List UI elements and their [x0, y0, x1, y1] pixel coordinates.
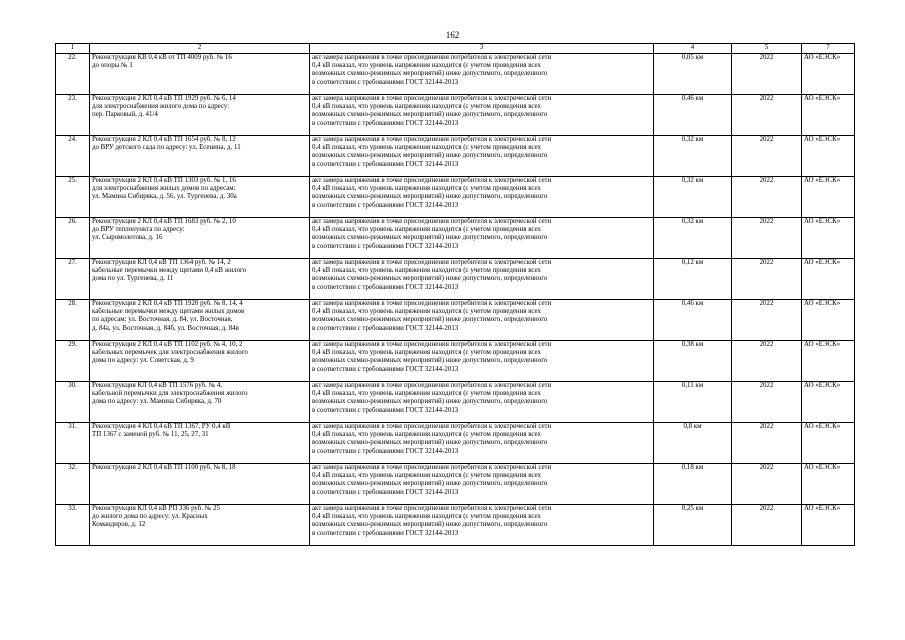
basis-cell	[310, 259, 654, 300]
basis-line: в соответствии с требованиями ГОСТ 32144-2013	[312, 488, 459, 496]
basis-line: в соответствии с требованиями ГОСТ 32144-2013	[312, 242, 459, 250]
year-cell	[732, 505, 802, 546]
basis-line: в соответствии с требованиями ГОСТ 32144-2013	[312, 406, 459, 414]
table-row	[56, 177, 855, 218]
length-value: 0,25 км	[681, 505, 704, 512]
row-number-cell	[56, 505, 90, 546]
basis-line: 0,4 кВ показал, что уровень напряжения находится (с учетом проведения всех	[312, 103, 541, 111]
basis-line: акт замера напряжения в точке присоединения потребителя к электрической сети	[312, 136, 552, 143]
basis-line: в соответствии с требованиями ГОСТ 32144-2013	[312, 324, 459, 332]
basis-line: 0,4 кВ показал, что уровень напряжения находится (с учетом проведения всех	[312, 431, 541, 439]
basis-line: акт замера напряжения в точке присоединения потребителя к электрической сети	[312, 423, 552, 430]
length-value: 0,12 км	[681, 259, 704, 266]
row-number: 22.	[68, 54, 77, 61]
length-value: 0,32 км	[681, 136, 704, 143]
length-cell	[654, 464, 732, 505]
project-title-cell	[90, 218, 310, 259]
table-row	[56, 95, 855, 136]
basis-line: 0,4 кВ показал, что уровень напряжения находится (с учетом проведения всех	[312, 144, 541, 152]
year-value: 2022	[759, 423, 774, 430]
project-title-line: ул. Мамина Сибиряка, д. 56, ул. Тургенева, д. 30а	[92, 193, 237, 201]
basis-line: возможных схемно-режимных мероприятий) ниже допустимого, определенного	[312, 480, 548, 488]
table-row	[56, 259, 855, 300]
organization-cell	[802, 505, 855, 546]
basis-line: возможных схемно-режимных мероприятий) ниже допустимого, определенного	[312, 521, 548, 529]
year-cell	[732, 95, 802, 136]
project-title-line: до жилого дома по адресу: ул. Красных	[92, 513, 208, 521]
basis-cell	[310, 300, 654, 341]
basis-line: 0,4 кВ показал, что уровень напряжения находится (с учетом проведения всех	[312, 226, 541, 234]
basis-cell	[310, 341, 654, 382]
table-row	[56, 505, 855, 546]
basis-line: 0,4 кВ показал, что уровень напряжения находится (с учетом проведения всех	[312, 185, 541, 193]
length-cell	[654, 382, 732, 423]
project-title-line: Реконструкция КЛ 0,4 кВ ТП 1576 руб. № 4,	[92, 382, 223, 389]
organization-value: АО «ЕЭСК»	[804, 423, 841, 430]
table-row	[56, 341, 855, 382]
basis-line: возможных схемно-режимных мероприятий) ниже допустимого, определенного	[312, 234, 548, 242]
organization-cell	[802, 464, 855, 505]
basis-line: акт замера напряжения в точке присоединения потребителя к электрической сети	[312, 54, 552, 61]
basis-line: 0,4 кВ показал, что уровень напряжения находится (с учетом проведения всех	[312, 308, 541, 316]
basis-line: возможных схемно-режимных мероприятий) ниже допустимого, определенного	[312, 357, 548, 365]
header-col-2: 2	[90, 44, 310, 54]
basis-cell	[310, 464, 654, 505]
project-title-line: Реконструкция 2 КЛ 0,4 кВ ТП 1920 руб. № 8, 14, 4	[92, 300, 243, 307]
basis-cell	[310, 218, 654, 259]
basis-line: в соответствии с требованиями ГОСТ 32144-2013	[312, 119, 459, 127]
year-cell	[732, 341, 802, 382]
row-number: 30.	[68, 382, 77, 389]
year-value: 2022	[759, 136, 774, 143]
year-cell	[732, 177, 802, 218]
organization-value: АО «ЕЭСК»	[804, 218, 841, 225]
table-row	[56, 464, 855, 505]
year-cell	[732, 464, 802, 505]
header-col-4: 4	[654, 44, 732, 54]
organization-cell	[802, 382, 855, 423]
table-row	[56, 54, 855, 95]
basis-line: 0,4 кВ показал, что уровень напряжения находится (с учетом проведения всех	[312, 472, 541, 480]
row-number-cell	[56, 95, 90, 136]
page-number: 162	[445, 30, 460, 40]
basis-line: в соответствии с требованиями ГОСТ 32144-2013	[312, 283, 459, 291]
basis-line: акт замера напряжения в точке присоединения потребителя к электрической сети	[312, 300, 552, 307]
length-cell	[654, 423, 732, 464]
header-col-5: 5	[732, 44, 802, 54]
project-title-line: для электроснабжения жилых домов по адресам:	[92, 185, 236, 193]
organization-value: АО «ЕЭСК»	[804, 300, 841, 307]
project-title-line: Реконструкция 2 КЛ 0,4 кВ ТП 1100 руб. № 8, 18	[92, 464, 236, 471]
project-title-cell	[90, 341, 310, 382]
basis-cell	[310, 505, 654, 546]
project-title-line: кабельных перемычек для электроснабжения жилого	[92, 349, 248, 357]
row-number-cell	[56, 54, 90, 95]
project-title-cell	[90, 136, 310, 177]
organization-cell	[802, 95, 855, 136]
length-value: 0,05 км	[681, 54, 704, 61]
project-title-line: Реконструкция 2 КЛ 0,4 кВ ТП 1303 руб. № 1, 16	[92, 177, 236, 184]
length-cell	[654, 95, 732, 136]
basis-line: возможных схемно-режимных мероприятий) ниже допустимого, определенного	[312, 398, 548, 406]
length-cell	[654, 259, 732, 300]
length-cell	[654, 218, 732, 259]
project-title-cell	[90, 464, 310, 505]
year-value: 2022	[759, 95, 774, 102]
length-value: 0,46 км	[681, 300, 704, 307]
basis-line: акт замера напряжения в точке присоединения потребителя к электрической сети	[312, 341, 552, 348]
project-title-cell	[90, 95, 310, 136]
table-body	[56, 54, 855, 546]
year-cell	[732, 259, 802, 300]
year-value: 2022	[759, 341, 774, 348]
project-title-line: кабельные перемычки между щитами жилых домов	[92, 308, 245, 316]
basis-line: возможных схемно-режимных мероприятий) ниже допустимого, определенного	[312, 439, 548, 447]
basis-line: возможных схемно-режимных мероприятий) ниже допустимого, определенного	[312, 275, 548, 283]
row-number-cell	[56, 300, 90, 341]
projects-table	[55, 43, 855, 546]
year-value: 2022	[759, 218, 774, 225]
organization-cell	[802, 300, 855, 341]
year-value: 2022	[759, 259, 774, 266]
basis-line: возможных схемно-режимных мероприятий) ниже допустимого, определенного	[312, 193, 548, 201]
row-number: 31.	[68, 423, 77, 430]
length-value: 0,32 км	[681, 177, 704, 184]
row-number: 23.	[68, 95, 77, 102]
row-number-cell	[56, 464, 90, 505]
organization-cell	[802, 259, 855, 300]
organization-value: АО «ЕЭСК»	[804, 54, 841, 61]
basis-cell	[310, 54, 654, 95]
project-title-cell	[90, 177, 310, 218]
organization-value: АО «ЕЭСК»	[804, 177, 841, 184]
row-number: 33.	[68, 505, 77, 512]
basis-cell	[310, 136, 654, 177]
basis-line: в соответствии с требованиями ГОСТ 32144-2013	[312, 529, 459, 537]
basis-line: в соответствии с требованиями ГОСТ 32144-2013	[312, 365, 459, 373]
basis-line: возможных схемно-режимных мероприятий) ниже допустимого, определенного	[312, 111, 548, 119]
header-row	[56, 44, 855, 54]
table-row	[56, 300, 855, 341]
length-value: 0,38 км	[681, 341, 704, 348]
project-title-line: по адресам: ул. Восточная, д. 84, ул. Восточная,	[92, 316, 233, 324]
length-cell	[654, 54, 732, 95]
basis-line: возможных схемно-режимных мероприятий) ниже допустимого, определенного	[312, 70, 548, 78]
basis-line: 0,4 кВ показал, что уровень напряжения находится (с учетом проведения всех	[312, 62, 541, 70]
year-value: 2022	[759, 464, 774, 471]
basis-cell	[310, 95, 654, 136]
project-title-line: для электроснабжения жилого дома по адресу:	[92, 103, 230, 111]
row-number: 25.	[68, 177, 77, 184]
year-cell	[732, 423, 802, 464]
row-number: 32.	[68, 464, 77, 471]
project-title-line: Реконструкция КЛ 0,4 кВ ТП 1364 руб. № 14, 2	[92, 259, 231, 266]
project-title-line: дома по адресу: ул. Мамина Сибиряка, д. 70	[92, 398, 222, 406]
length-value: 0,32 км	[681, 218, 704, 225]
basis-line: 0,4 кВ показал, что уровень напряжения находится (с учетом проведения всех	[312, 267, 541, 275]
length-cell	[654, 177, 732, 218]
header-col-3: 3	[310, 44, 654, 54]
organization-cell	[802, 177, 855, 218]
project-title-line: Реконструкция 2 КЛ 0,4 кВ ТП 1683 руб. № 2, 10	[92, 218, 236, 225]
project-title-line: Реконструкция 2 КЛ 0,4 кВ ТП 1102 руб. № 4, 10, 2	[92, 341, 243, 348]
basis-line: акт замера напряжения в точке присоединения потребителя к электрической сети	[312, 382, 552, 389]
basis-line: акт замера напряжения в точке присоединения потребителя к электрической сети	[312, 218, 552, 225]
year-cell	[732, 382, 802, 423]
length-cell	[654, 505, 732, 546]
length-value: 0,18 км	[681, 464, 704, 471]
project-title-line: Реконструкция 4 КЛ 0,4 кВ ТП 1367, РУ 0,4 кВ	[92, 423, 231, 430]
year-cell	[732, 300, 802, 341]
project-title-line: до ВРУ теплопункта по адресу:	[92, 226, 185, 234]
basis-line: возможных схемно-режимных мероприятий) ниже допустимого, определенного	[312, 152, 548, 160]
project-title-line: ул. Сыромолотова, д. 16	[92, 234, 163, 242]
row-number-cell	[56, 136, 90, 177]
project-title-cell	[90, 54, 310, 95]
project-title-line: пер. Парковый, д. 41/4	[92, 111, 158, 119]
row-number-cell	[56, 218, 90, 259]
basis-line: акт замера напряжения в точке присоединения потребителя к электрической сети	[312, 464, 552, 471]
row-number: 27.	[68, 259, 77, 266]
project-title-line: ТП 1367 с заменой руб. № 11, 25, 27, 31	[92, 431, 209, 439]
year-value: 2022	[759, 300, 774, 307]
basis-line: акт замера напряжения в точке присоединения потребителя к электрической сети	[312, 259, 552, 266]
header-col-1: 1	[56, 44, 90, 54]
organization-value: АО «ЕЭСК»	[804, 341, 841, 348]
basis-cell	[310, 382, 654, 423]
basis-line: акт замера напряжения в точке присоединения потребителя к электрической сети	[312, 177, 552, 184]
basis-cell	[310, 177, 654, 218]
organization-cell	[802, 423, 855, 464]
length-value: 0,8 км	[683, 423, 702, 430]
project-title-line: до ВРУ детского сада по адресу: ул. Есенина, д. 11	[92, 144, 241, 152]
length-value: 0,46 км	[681, 95, 704, 102]
project-title-line: Реконструкция КВ 0,4 кВ от ТП 4009 руб. № 16	[92, 54, 232, 61]
length-cell	[654, 136, 732, 177]
basis-line: в соответствии с требованиями ГОСТ 32144-2013	[312, 447, 459, 455]
basis-line: в соответствии с требованиями ГОСТ 32144-2013	[312, 160, 459, 168]
header-col-7: 7	[802, 44, 855, 54]
table-row	[56, 218, 855, 259]
organization-value: АО «ЕЭСК»	[804, 259, 841, 266]
year-cell	[732, 136, 802, 177]
project-title-cell	[90, 300, 310, 341]
basis-line: 0,4 кВ показал, что уровень напряжения находится (с учетом проведения всех	[312, 513, 541, 521]
project-title-line: д. 84а, ул. Восточная, д. 84б, ул. Восточная, д. 84в	[92, 324, 239, 332]
row-number-cell	[56, 259, 90, 300]
basis-line: в соответствии с требованиями ГОСТ 32144-2013	[312, 78, 459, 86]
row-number-cell	[56, 177, 90, 218]
project-title-cell	[90, 382, 310, 423]
organization-value: АО «ЕЭСК»	[804, 136, 841, 143]
basis-line: в соответствии с требованиями ГОСТ 32144-2013	[312, 201, 459, 209]
organization-cell	[802, 218, 855, 259]
basis-line: акт замера напряжения в точке присоединения потребителя к электрической сети	[312, 505, 552, 512]
row-number: 24.	[68, 136, 77, 143]
basis-line: 0,4 кВ показал, что уровень напряжения находится (с учетом проведения всех	[312, 349, 541, 357]
project-title-line: кабельные перемычки между щитами 0,4 кВ жилого	[92, 267, 247, 275]
organization-cell	[802, 54, 855, 95]
project-title-line: кабельной перемычки для электроснабжения жилого	[92, 390, 248, 398]
organization-cell	[802, 136, 855, 177]
year-value: 2022	[759, 54, 774, 61]
project-title-line: Командиров, д. 12	[92, 521, 146, 529]
organization-cell	[802, 341, 855, 382]
table-row	[56, 136, 855, 177]
project-title-cell	[90, 505, 310, 546]
row-number-cell	[56, 423, 90, 464]
organization-value: АО «ЕЭСК»	[804, 464, 841, 471]
row-number: 29.	[68, 341, 77, 348]
project-title-line: до опоры № 1	[92, 62, 133, 70]
row-number-cell	[56, 382, 90, 423]
basis-line: 0,4 кВ показал, что уровень напряжения находится (с учетом проведения всех	[312, 390, 541, 398]
row-number-cell	[56, 341, 90, 382]
row-number: 28.	[68, 300, 77, 307]
row-number: 26.	[68, 218, 77, 225]
organization-value: АО «ЕЭСК»	[804, 505, 841, 512]
project-title-cell	[90, 259, 310, 300]
year-cell	[732, 218, 802, 259]
project-title-line: дома по адресу: ул. Советская, д. 9	[92, 357, 194, 365]
project-title-line: дома по ул. Тургенева, д. 11	[92, 275, 174, 283]
year-value: 2022	[759, 177, 774, 184]
organization-value: АО «ЕЭСК»	[804, 95, 841, 102]
year-cell	[732, 54, 802, 95]
length-cell	[654, 300, 732, 341]
year-value: 2022	[759, 505, 774, 512]
length-cell	[654, 341, 732, 382]
project-title-line: Реконструкция 2 КЛ 0,4 кВ ТП 1929 руб. № 6, 14	[92, 95, 236, 102]
basis-line: возможных схемно-режимных мероприятий) ниже допустимого, определенного	[312, 316, 548, 324]
project-title-cell	[90, 423, 310, 464]
length-value: 0,11 км	[681, 382, 704, 389]
table-row	[56, 423, 855, 464]
organization-value: АО «ЕЭСК»	[804, 382, 841, 389]
table-row	[56, 382, 855, 423]
project-title-line: Реконструкция 2 КЛ 0,4 кВ ТП 1654 руб. № 8, 12	[92, 136, 236, 143]
basis-line: акт замера напряжения в точке присоединения потребителя к электрической сети	[312, 95, 552, 102]
basis-cell	[310, 423, 654, 464]
project-title-line: Реконструкция КЛ 0,4 кВ РП 336 руб. № 25	[92, 505, 220, 512]
year-value: 2022	[759, 382, 774, 389]
